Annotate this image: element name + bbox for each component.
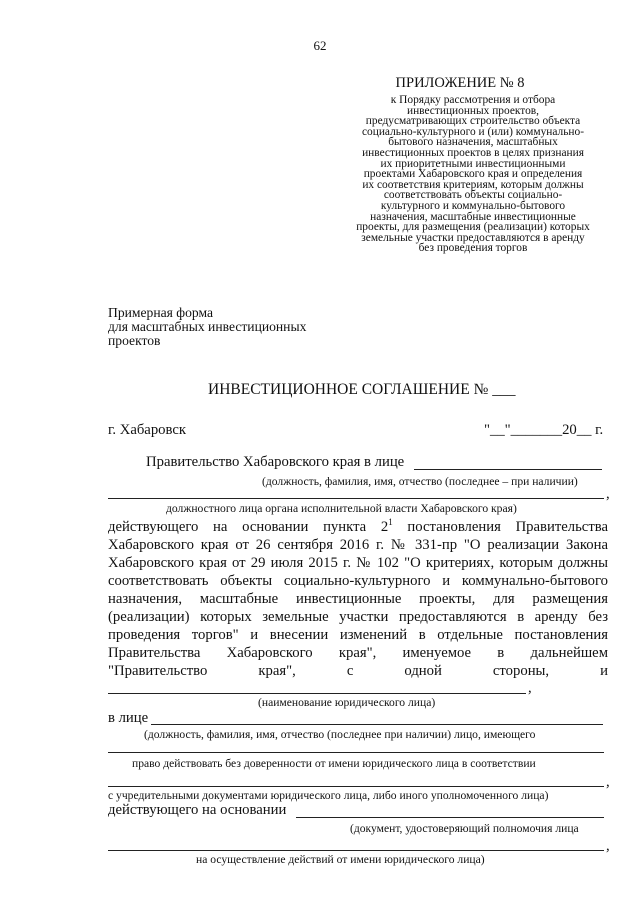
government-intro: Правительство Хабаровского края в лице — [146, 454, 405, 470]
appendix-subtitle-line: их соответствия критериям, которым должны — [362, 178, 584, 191]
trailing-comma: , — [606, 486, 610, 502]
form-note-line: Примерная форма — [108, 305, 214, 320]
official-fill-line — [414, 469, 602, 470]
paragraph-line: Хабаровского края от 29 июля 2015 г. № 102 "О критериях, которым должны — [108, 555, 608, 571]
appendix-subtitle-line: культурного и коммунально-бытового — [380, 199, 566, 212]
paragraph-line: "Правительство края", с одной стороны, и — [108, 663, 608, 679]
acting-basis-text: действующего на основании пункта 2 — [108, 519, 389, 535]
authority-fill-line — [296, 817, 604, 818]
caption-authority-doc: (документ, удостоверяющий полномочия лица — [350, 822, 579, 835]
appendix-subtitle-line: предусматривающих строительство объекта — [365, 115, 581, 128]
paragraph-line: соответствовать объекты социально-культурного и коммунально-бытового — [108, 573, 608, 589]
form-note — [108, 306, 306, 349]
appendix-subtitle-line: земельные участки предоставляются в аренду — [361, 231, 585, 244]
page-number: 62 — [313, 38, 327, 53]
acting-basis-line — [108, 519, 608, 536]
form-note-line: для масштабных инвестиционных — [108, 319, 307, 335]
appendix-subtitle-line: социально-культурного и (или) коммунально- — [361, 125, 585, 138]
date-placeholder: "__"_______20__ г. — [484, 422, 604, 438]
caption-right: право действовать без доверенности от имени юридического лица в соответствии — [132, 757, 536, 770]
person-fill-line — [151, 724, 603, 725]
caption-authority-act: на осуществление действий от имени юридического лица) — [196, 853, 485, 866]
agreement-title: ИНВЕСТИЦИОННОЕ СОГЛАШЕНИЕ № ___ — [208, 381, 516, 398]
appendix-subtitle-line: назначения, масштабные инвестиционные — [370, 210, 576, 223]
caption-legal-entity: (наименование юридического лица) — [258, 696, 436, 709]
appendix-subtitle-line: инвестиционных проектов в целях признания — [362, 146, 584, 159]
paragraph-line: назначения, масштабные инвестиционные проекты, для размещения — [108, 591, 608, 607]
authority-fill-line-2 — [108, 850, 604, 851]
caption-official-org: должностного лица органа исполнительной власти Хабаровского края) — [166, 502, 517, 515]
caption-person: (должность, фамилия, имя, отчество (последнее при наличии) лицо, имеющего — [144, 728, 536, 741]
person-fill-line-3 — [108, 786, 604, 787]
appendix-subtitle-line: их приоритетными инвестиционными — [380, 157, 566, 170]
acting-on-basis: действующего на основании — [108, 802, 287, 818]
legal-entity-fill-line — [108, 693, 526, 694]
trailing-comma: , — [606, 774, 610, 790]
person-fill-line-2 — [108, 752, 604, 753]
official-fill-line-2 — [108, 498, 604, 499]
caption-official: (должность, фамилия, имя, отчество (последнее – при наличии) — [262, 475, 578, 488]
trailing-comma: , — [528, 680, 532, 696]
appendix-subtitle-line: проектами Хабаровского края и определения — [363, 168, 583, 181]
trailing-comma: , — [606, 838, 610, 854]
appendix-subtitle-line: инвестиционных проектов, — [406, 104, 540, 117]
acting-basis-sup: 1 — [388, 517, 393, 528]
appendix-subtitle-line: проекты, для размещения (реализации) которых — [356, 221, 590, 234]
city: г. Хабаровск — [108, 422, 187, 438]
form-note-line: проектов — [108, 333, 161, 349]
appendix-subtitle-line: соответствовать объекты социально- — [383, 189, 563, 202]
paragraph-line: проведения торгов" и внесении изменений в отдельные постановления — [108, 627, 608, 643]
appendix-subtitle-line: бытового назначения, масштабных — [388, 136, 558, 149]
paragraph-line: (реализации) которых земельные участки предоставляются в аренду без — [108, 609, 608, 625]
paragraph-line: Правительства Хабаровского края", именуемое в дальнейшем — [108, 645, 608, 661]
appendix-subtitle-line: к Порядку рассмотрения и отбора — [390, 94, 556, 106]
paragraph-line: Хабаровского края от 26 сентября 2016 г. № 331-пр "О реализации Закона — [108, 537, 608, 553]
appendix-subtitle-line: без проведения торгов — [418, 242, 528, 255]
appendix-subtitle — [340, 95, 606, 254]
appendix-title: ПРИЛОЖЕНИЕ № 8 — [395, 75, 525, 91]
acting-basis-rest: постановления Правительства — [407, 519, 608, 535]
in-person: в лице — [108, 710, 149, 726]
caption-documents: с учредительными документами юридического лица, либо иного уполномоченного лица) — [108, 789, 549, 802]
